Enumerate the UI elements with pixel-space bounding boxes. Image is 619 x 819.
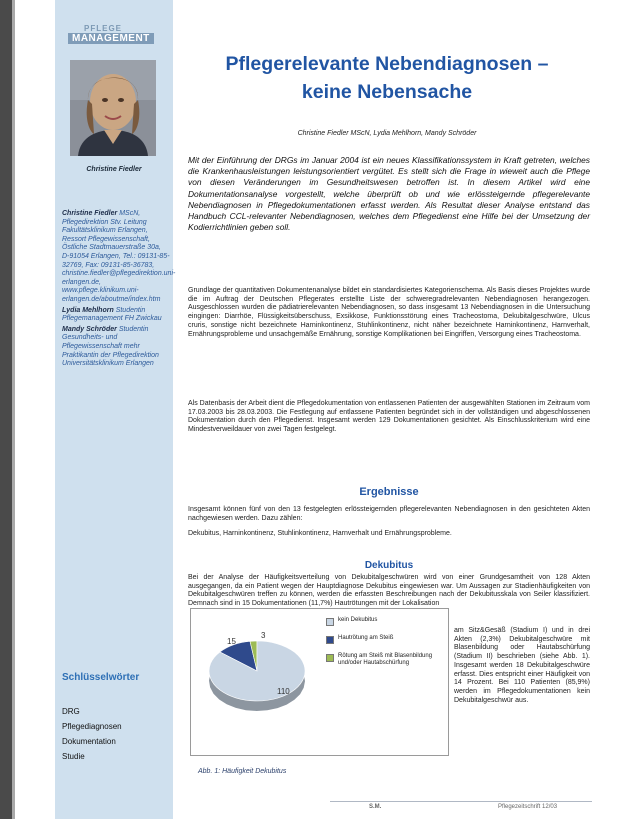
results-paragraph-2: Dekubitus, Harninkontinenz, Stuhlinkontinenz, Harnverhalt und Ernährungsprobleme. xyxy=(188,530,452,537)
author-detail: MScN, Pflegedirektion Stv. Leitung Fakultätsklinikum Erlangen, Ressort Pflegewissenschaft, Östliche Stadtmauerstraße 30a, D-91054 Erlangen, Tel.: 09131-85-32769, Fax: 09131-85-36783, christine.fiedler@pflegedirektion.uni-erlangen.de, www.pflege.klinikum.uni-erlangen.de/aboutme/index.htm xyxy=(62,210,176,303)
keyword-item: Studie xyxy=(62,752,85,761)
author-name: Lydia Mehlhorn xyxy=(62,306,114,314)
legend-item xyxy=(326,653,442,667)
page-number: S.M. xyxy=(369,804,382,810)
scan-edge-highlight xyxy=(12,0,15,819)
author-detail: Studentin Gesundheits- und Pflegewissenschaft mehr Praktikantin der Pflegedirektion Universitätsklinikum Erlangen xyxy=(62,325,159,368)
body-paragraph-1: Grundlage der quantitativen Dokumentenanalyse bildet ein standardisiertes Kategorienschema. Als Basis dieses Projektes wurde die im Auftrag der Deutschen Pflegerates erstellte Liste der schweregradrelevanten Nebendiagnosen herangezogen. Ausgeschlossen wurden die pädiatrierelevanten Nebendiagnosen, so dass insgesamt 13 Nebendiagnosen in die Untersuchung eingingen: Diarrhöe, Flüssigkeitsüberschuss, Exsikkose, Funktionsstörung eines Tracheostoma, Dekubitalgeschwüre, Ulcus cruris, sonstige nicht bezeichnete Harninkontinenz, Stuhlinkontinenz, nicht näher bezeichnete Harninkontinenz, Harnverhalt, Ernährungsprobleme und unsachgemäße Ernährung, sonstige Komplikationen bei Eingriffen, Versorgung eines Tracheostoma. xyxy=(188,287,590,338)
legend-swatch xyxy=(326,654,334,662)
section-badge-line2: MANAGEMENT xyxy=(68,33,154,44)
section-badge-line1: PFLEGE xyxy=(84,24,123,33)
article-title xyxy=(182,50,592,106)
decubitus-paragraph-1: Bei der Analyse der Häufigkeitsverteilung von Dekubitalgeschwüren wird von einer Grundgesamtheit von 128 Akten ausgegangen, da ein Patient wegen der Hauptdiagnose Dekubitus eingewiesen war. Um Aussagen zur Stadienhäufigkeiten von Dekubitalgeschwüren treffen zu können, werden die erfassten Beschreibungen nach der Dekubitusskala von Seiler klassifiziert. Demnach sind in 15 Dokumentationen (11,7%) Hautrötungen mit der Lokalisation xyxy=(188,574,590,608)
pie-chart xyxy=(191,609,321,755)
chart-legend xyxy=(326,617,442,676)
legend-label: Rötung am Steiß mit Blasenbildung und/oder Hautabschürfung xyxy=(338,653,433,666)
author-portrait-image xyxy=(70,60,156,156)
author-info xyxy=(62,210,176,371)
decubitus-paragraph-2: am Sitz&Gesäß (Stadium I) und in drei Akten (2,3%) Dekubitalgeschwüre mit Blasenbildung oder Hautabschürfung (Stadium II) beschrieben (siehe Abb. 1). Insgesamt werden 18 Dekubitalgeschwüre erfasst. Dies entspricht einer Häufigkeit von 14 Prozent. Bei 110 Patienten (85,9%) werden im Pflegedokumentationen kein Dekubitalgeschwür aus. xyxy=(454,627,590,704)
pie-chart-figure xyxy=(190,608,449,756)
title-line-2: keine Nebensache xyxy=(301,81,473,103)
scan-edge xyxy=(0,0,12,819)
article-authors: Christine Fiedler MScN, Lydia Mehlhorn, Mandy Schröder xyxy=(297,130,477,137)
author-name: Christine Fiedler xyxy=(62,210,118,217)
legend-item xyxy=(326,617,442,626)
author-block xyxy=(62,307,170,324)
author-detail: Studentin Pflegemanagement FH Zwickau xyxy=(62,306,162,323)
keywords-list xyxy=(62,704,122,764)
legend-item xyxy=(326,635,442,644)
pie-value-label: 110 xyxy=(277,687,290,696)
author-block xyxy=(62,326,170,369)
heading-results: Ergebnisse xyxy=(359,486,419,498)
pie-value-label: 15 xyxy=(227,637,236,646)
author-block xyxy=(62,210,176,305)
title-line-1: Pflegerelevante Nebendiagnosen – xyxy=(225,53,549,75)
figure-caption: Abb. 1: Häufigkeit Dekubitus xyxy=(198,768,287,775)
heading-decubitus: Dekubitus xyxy=(364,560,414,571)
body-paragraph-2: Als Datenbasis der Arbeit dient die Pflegedokumentation von entlassenen Patienten der ausgewählten Stationen im Zeitraum vom 17.03.2003 bis 28.03.2003. Die Festlegung auf entlassene Patienten begründet sich in der vollständigen und abgeschlossenen Dokumentation durch den Pflegedienst. Insgesamt werden 129 Dokumentationen gesichtet. Als Einschlusskriterium wird eine Mindestverweildauer von zwei Tagen festgelegt. xyxy=(188,400,590,434)
keywords-heading: Schlüsselwörter xyxy=(62,672,140,683)
keyword-item: DRG xyxy=(62,707,80,716)
legend-swatch xyxy=(326,618,334,626)
pie-value-label: 3 xyxy=(261,631,266,640)
results-paragraph-1: Insgesamt können fünf von den 13 festgelegten erlössteigernden pflegerelevanten Nebendiagnosen in den gesichteten Akten nachgewiesen werden. Dazu zählen: xyxy=(188,506,590,522)
legend-label: kein Dekubitus xyxy=(338,617,378,623)
legend-swatch xyxy=(326,636,334,644)
footer-rule xyxy=(330,801,592,802)
footer-issue: Pflegezeitschrift 12/03 xyxy=(498,804,558,810)
keyword-item: Pflegediagnosen xyxy=(62,722,122,731)
author-name: Mandy Schröder xyxy=(62,325,117,333)
lead-paragraph: Mit der Einführung der DRGs im Januar 2004 ist ein neues Klassifikationssystem in Kraft getreten, welches die Krankenhausleistungen leistungsorientiert vergütet. Es stellt sich die Frage in wieweit auch die Pflege von diesen Veränderungen im Gesundheitswesen betroffen ist. In diesem Artikel wird eine Dokumentationsanalyse vorgestellt, welche überprüft ob und wie erlössteigernde pflegerelevante Nebendiagnosen in Pflegedokumentationen erfasst werden. Als Resultat dieser Analyse entstand das Handbuch CCL-relevanter Nebendiagnosen, welches dem Pflegedienst eine Hilfe bei der Umsetzung der Kodierrichtlinien geben soll. xyxy=(188,155,590,233)
keyword-item: Dokumentation xyxy=(62,737,116,746)
legend-label: Hautrötung am Steiß xyxy=(338,635,394,641)
photo-caption: Christine Fiedler xyxy=(86,166,142,173)
author-photo xyxy=(70,60,156,156)
section-badge xyxy=(68,24,164,46)
